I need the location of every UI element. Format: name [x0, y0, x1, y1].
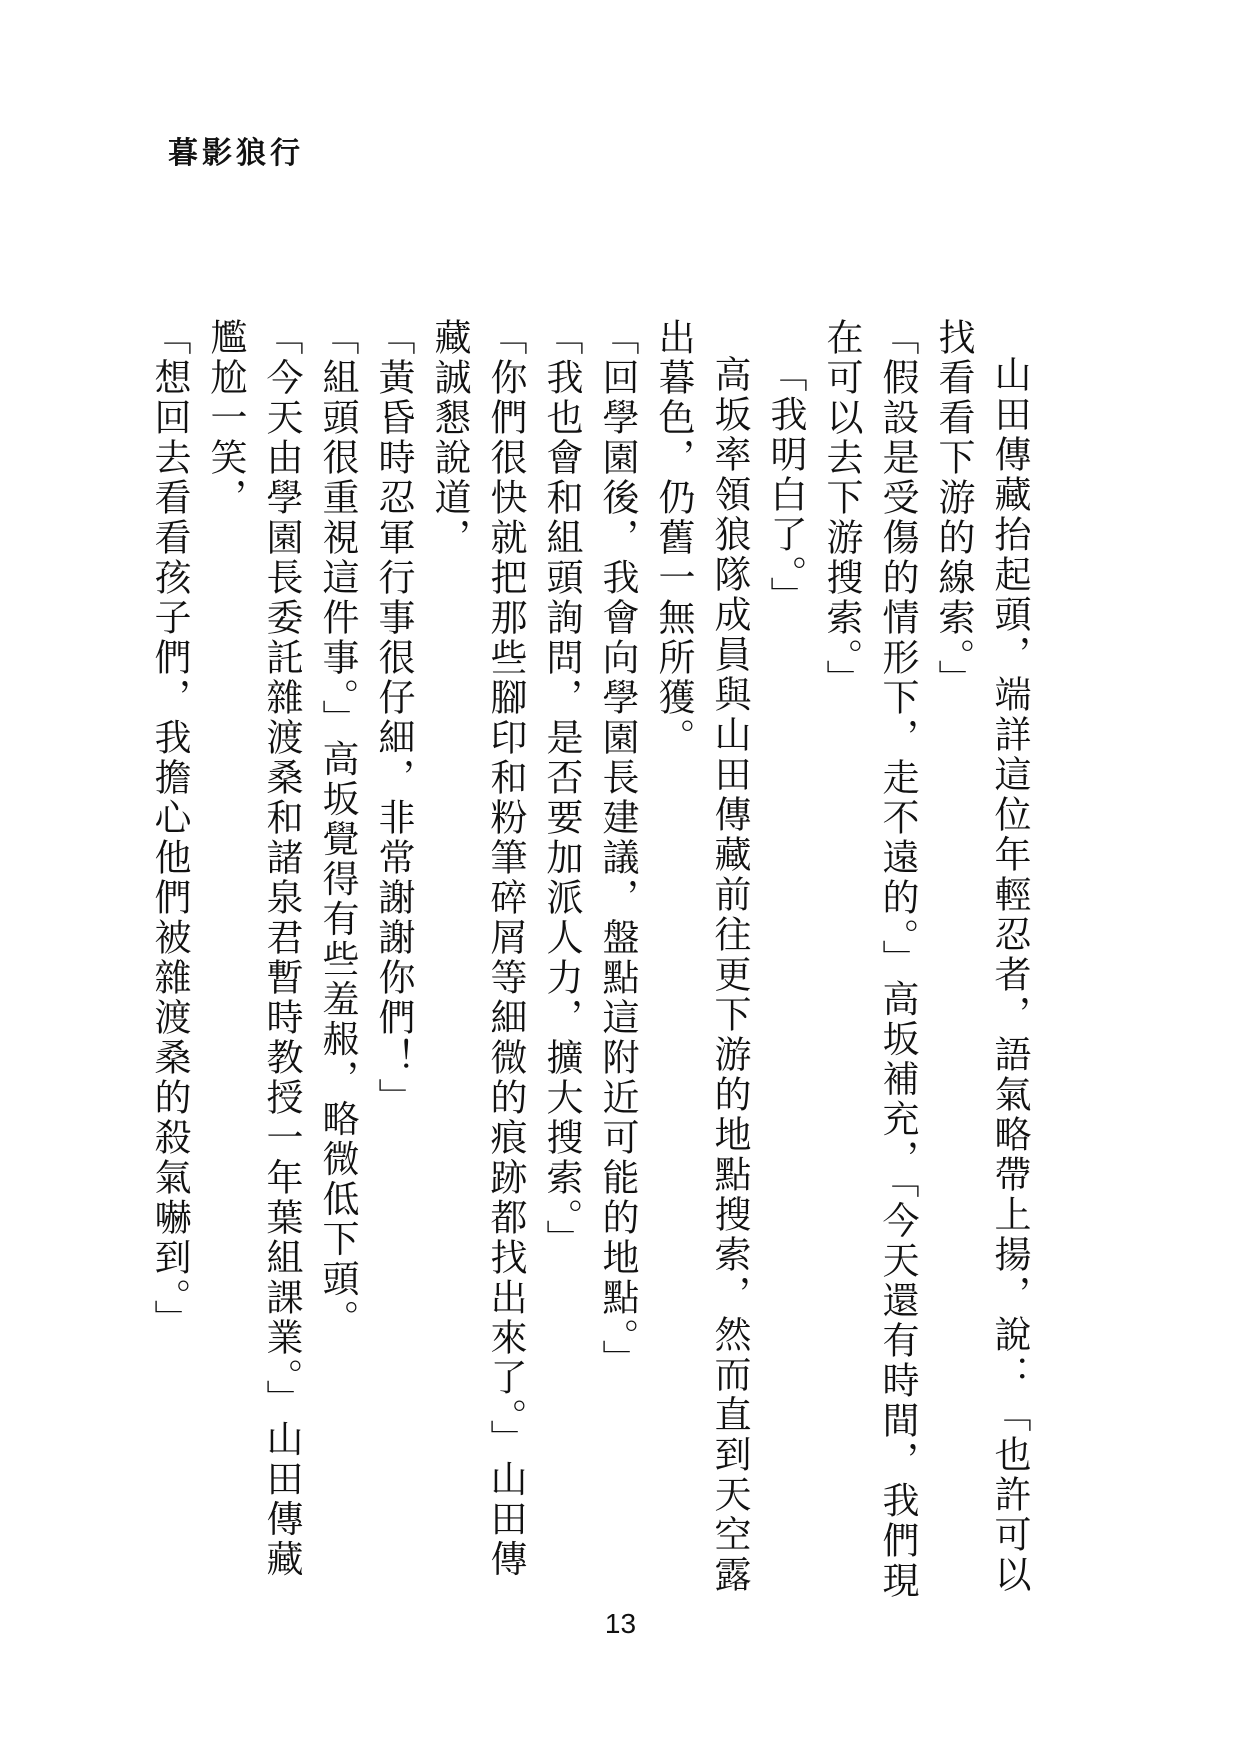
paragraph: 山田傳藏抬起頭，端詳這位年輕忍者，語氣略帶上揚，說：「也許可以找看看下游的線索。」 [932, 318, 1031, 1595]
paragraph: 高坂率領狼隊成員與山田傳藏前往更下游的地點搜索，然而直到天空露出暮色，仍舊一無所獲。 [652, 318, 751, 1595]
paragraph: 「想回去看看孩子們，我擔心他們被雜渡桑的殺氣嚇到。」 [148, 318, 191, 1340]
paragraph: 「你們很快就把那些腳印和粉筆碎屑等細微的痕跡都找出來了。」山田傳藏誠懇說道， [428, 318, 527, 1580]
paragraph: 「回學園後，我會向學園長建議，盤點這附近可能的地點。」 [596, 318, 639, 1380]
paragraph: 「我也會和組頭詢問，是否要加派人力，擴大搜索。」 [540, 318, 583, 1260]
paragraph: 「假設是受傷的情形下，走不遠的。」高坂補充，「今天還有時間，我們現在可以去下游搜索。」 [820, 318, 919, 1601]
page-number: 13 [604, 1608, 637, 1639]
vertical-text-body [141, 318, 1037, 1618]
paragraph: 「組頭很重視這件事。」高坂覺得有些羞赧，略微低下頭。 [316, 318, 359, 1340]
paragraph: 「我明白了。」 [764, 355, 807, 617]
paragraph: 「黃昏時忍軍行事很仔細，非常謝謝你們！」 [372, 318, 415, 1118]
running-header-title: 暮影狼行 [168, 136, 304, 171]
paragraph: 「今天由學園長委託雜渡桑和諸泉君暫時教授一年葉組課業。」山田傳藏尷尬一笑， [204, 318, 303, 1580]
